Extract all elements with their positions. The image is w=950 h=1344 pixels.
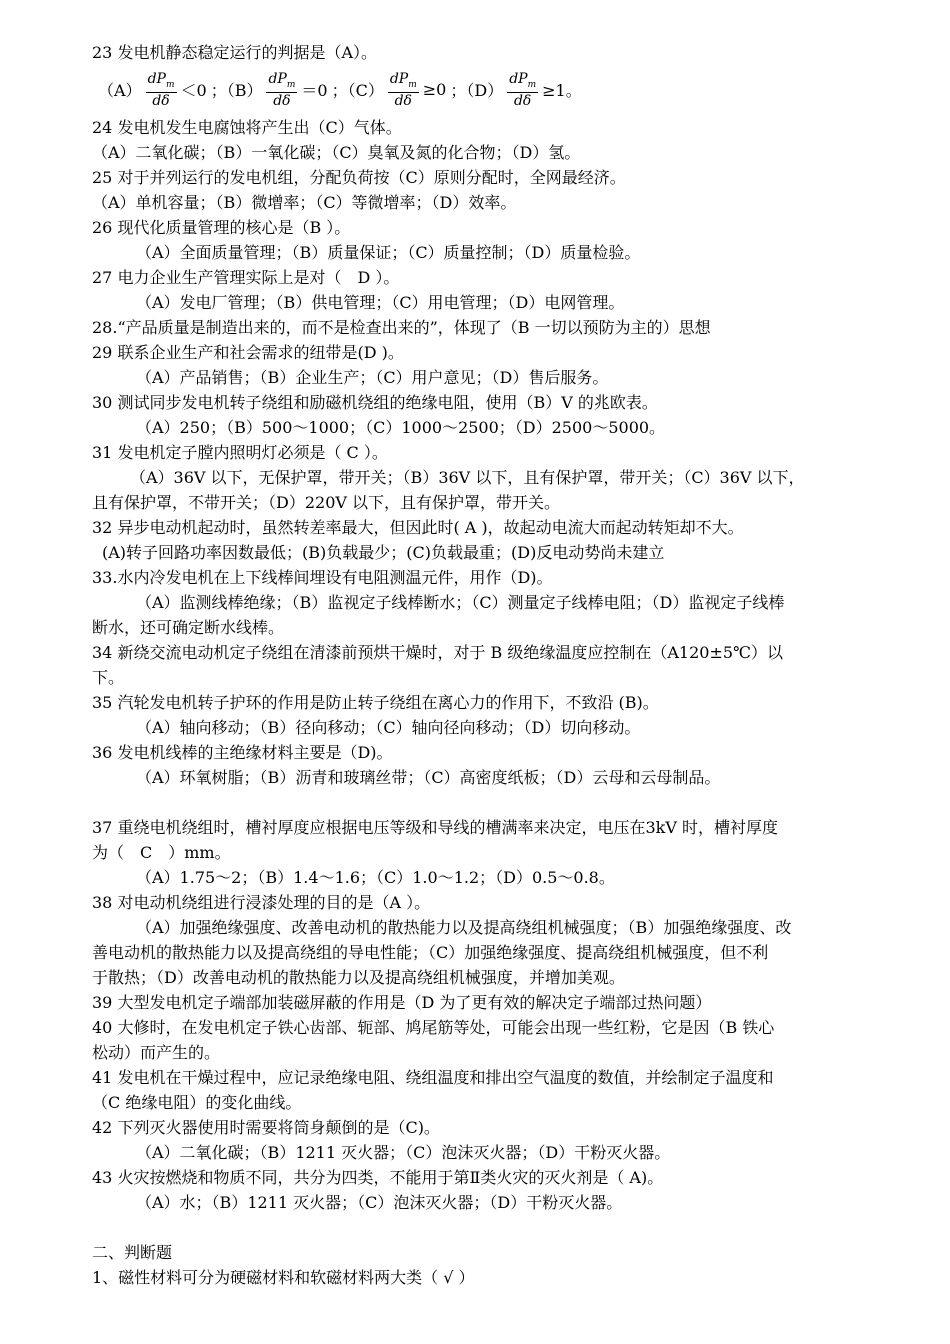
- question-41-cont: （C 绝缘电阻）的变化曲线。: [92, 1093, 302, 1112]
- question-25-options: （A）单机容量；（B）微增率；（C）等微增率；（D）效率。: [92, 193, 517, 212]
- fraction-denominator: dδ: [513, 93, 532, 110]
- question-29: 29 联系企业生产和社会需求的纽带是(D )。: [92, 343, 404, 362]
- question-32-options: (A)转子回路功率因数最低；(B)负载最少；(C)负载最重；(D)反电动势尚未建立: [102, 543, 665, 562]
- question-30-options: （A）250；（B）500～1000；（C）1000～2500；（D）2500～5000。: [136, 418, 666, 437]
- question-37-options: （A）1.75～2；（B）1.4～1.6；（C）1.0～1.2；（D）0.5～0.8。: [136, 868, 615, 887]
- fraction-subscript: m: [527, 79, 537, 90]
- question-33-options-cont: 断水，还可确定断水线棒。: [92, 618, 285, 637]
- fraction: [507, 71, 538, 110]
- question-27-options: （A）发电厂管理；（B）供电管理；（C）用电管理；（D）电网管理。: [136, 293, 625, 312]
- question-38-options-cont-1: 善电动机的散热能力以及提高绕组的导电性能；（C）加强绝缘强度、提高绕组机械强度，但不利: [92, 943, 769, 962]
- question-23: 23 发电机静态稳定运行的判据是（A）。: [92, 43, 378, 62]
- formula-relation: ≥1。: [542, 81, 582, 101]
- question-33: 33.水内冷发电机在上下线棒间埋设有电阻测温元件，用作（D)。: [92, 568, 553, 587]
- formula-option-b: [211, 71, 328, 110]
- fraction-subscript: m: [165, 79, 175, 90]
- question-37-cont: 为（ C ）mm。: [92, 843, 231, 862]
- formula-label: ；（B）: [210, 81, 263, 101]
- question-36-options: （A）环氧树脂；（B）沥青和玻璃丝带；（C）高密度纸板；（D）云母和云母制品。: [136, 768, 721, 787]
- formula-relation: ＝0: [301, 81, 328, 101]
- fraction-numerator: dP: [147, 70, 166, 87]
- formula-relation: ＜0: [180, 81, 207, 101]
- question-42: 42 下列灭火器使用时需要将筒身颠倒的是（C)。: [92, 1118, 440, 1137]
- question-29-options: （A）产品销售；（B）企业生产；（C）用户意见；（D）售后服务。: [136, 368, 609, 387]
- stability-criterion-formula: [92, 65, 908, 115]
- formula-option-c: [332, 71, 447, 110]
- fraction: [388, 71, 419, 110]
- question-40-cont: 松动）而产生的。: [92, 1043, 221, 1062]
- question-25: 25 对于并列运行的发电机组，分配负荷按（C）原则分配时，全网最经济。: [92, 168, 626, 187]
- formula-relation: ≥0: [422, 80, 447, 100]
- question-40: 40 大修时，在发电机定子铁心齿部、轭部、鸠尾筋等处，可能会出现一些红粉，它是因（B 铁心: [92, 1018, 775, 1037]
- formula-option-d: [450, 71, 581, 110]
- question-38-options-cont-2: 于散热；（D）改善电动机的散热能力以及提高绕组机械强度，并增加美观。: [92, 968, 625, 987]
- question-24: 24 发电机发生电腐蚀将产生出（C）气体。: [92, 118, 402, 137]
- question-31-options: （A）36V 以下，无保护罩，带开关；（B）36V 以下，且有保护罩，带开关；（C）36V 以下，: [130, 468, 805, 487]
- formula-option-a: [98, 71, 207, 110]
- formula-label: ；（D）: [450, 81, 504, 101]
- question-24-options: （A）二氧化碳；（B）一氧化碳；（C）臭氧及氮的化合物；（D）氢。: [92, 143, 581, 162]
- fraction-denominator: dδ: [273, 93, 291, 110]
- question-35: 35 汽轮发电机转子护环的作用是防止转子绕组在离心力的作用下，不致沿 (B)。: [92, 693, 659, 712]
- question-34: 34 新绕交流电动机定子绕组在清漆前预烘干燥时，对于 B 级绝缘温度应控制在（A120±5℃）以: [92, 643, 783, 662]
- formula-label: ；（C）: [331, 81, 384, 101]
- question-35-options: （A）轴向移动；（B）径向移动；（C）轴向径向移动；（D）切向移动。: [136, 718, 641, 737]
- question-38: 38 对电动机绕组进行浸漆处理的目的是（A ）。: [92, 893, 431, 912]
- fraction-subscript: m: [286, 79, 296, 90]
- question-30: 30 测试同步发电机转子绕组和励磁机绕组的绝缘电阻，使用（B）V 的兆欧表。: [92, 393, 658, 412]
- fraction-subscript: m: [408, 79, 417, 90]
- fraction-numerator: dP: [389, 70, 409, 87]
- question-26-options: （A）全面质量管理；（B）质量保证；（C）质量控制；（D）质量检验。: [136, 243, 641, 262]
- question-34-cont: 下。: [92, 668, 125, 687]
- document-page: [92, 40, 908, 1290]
- question-42-options: （A）二氧化碳；（B）1211 灭火器；（C）泡沫灭火器；（D）干粉灭火器。: [136, 1143, 671, 1162]
- formula-label: （A）: [98, 81, 142, 101]
- question-27: 27 电力企业生产管理实际上是对（ D ）。: [92, 268, 400, 287]
- question-37: 37 重绕电机绕组时，槽衬厚度应根据电压等级和导线的槽满率来决定，电压在3kV 时，槽衬厚度: [92, 818, 778, 837]
- blank-spacer: [92, 1215, 908, 1240]
- question-31-options-cont: 且有保护罩，不带开关；（D）220V 以下，且有保护罩，带开关。: [92, 493, 561, 512]
- question-43-options: （A）水；（B）1211 灭火器；（C）泡沫灭火器；（D）干粉灭火器。: [136, 1193, 623, 1212]
- question-39: 39 大型发电机定子端部加装磁屏蔽的作用是（D 为了更有效的解决定子端部过热问题）: [92, 993, 712, 1012]
- question-32: 32 异步电动机起动时，虽然转差率最大，但因此时( A )，故起动电流大而起动转矩却不大。: [92, 518, 744, 537]
- fraction: [146, 71, 177, 110]
- section-heading-true-false: 二、判断题: [92, 1243, 173, 1262]
- question-31: 31 发电机定子膛内照明灯必须是（ C ）。: [92, 443, 388, 462]
- question-33-options: （A）监测线棒绝缘；（B）监视定子线棒断水；（C）测量定子线棒电阻；（D）监视定子线棒: [136, 593, 785, 612]
- fraction-denominator: dδ: [394, 93, 412, 110]
- question-38-options: （A）加强绝缘强度、改善电动机的散热能力以及提高绕组机械强度；（B）加强绝缘强度、改: [136, 918, 792, 937]
- fraction-numerator: dP: [509, 70, 528, 87]
- blank-spacer: [92, 790, 908, 815]
- fraction: [266, 71, 297, 110]
- question-43: 43 火灾按燃烧和物质不同，共分为四类，不能用于第Ⅱ类火灾的灭火剂是（ A)。: [92, 1168, 664, 1187]
- question-28: 28.“产品质量是制造出来的，而不是检查出来的”，体现了（B 一切以预防为主的）思想: [92, 318, 711, 337]
- fraction-numerator: dP: [268, 70, 287, 87]
- question-41: 41 发电机在干燥过程中，应记录绝缘电阻、绕组温度和排出空气温度的数值，并绘制定子温度和: [92, 1068, 774, 1087]
- question-36: 36 发电机线棒的主绝缘材料主要是（D)。: [92, 743, 393, 762]
- question-26: 26 现代化质量管理的核心是（B ）。: [92, 218, 351, 237]
- fraction-denominator: dδ: [152, 93, 170, 110]
- true-false-question-1: 1、磁性材料可分为硬磁材料和软磁材料两大类（ √ ）: [92, 1268, 475, 1287]
